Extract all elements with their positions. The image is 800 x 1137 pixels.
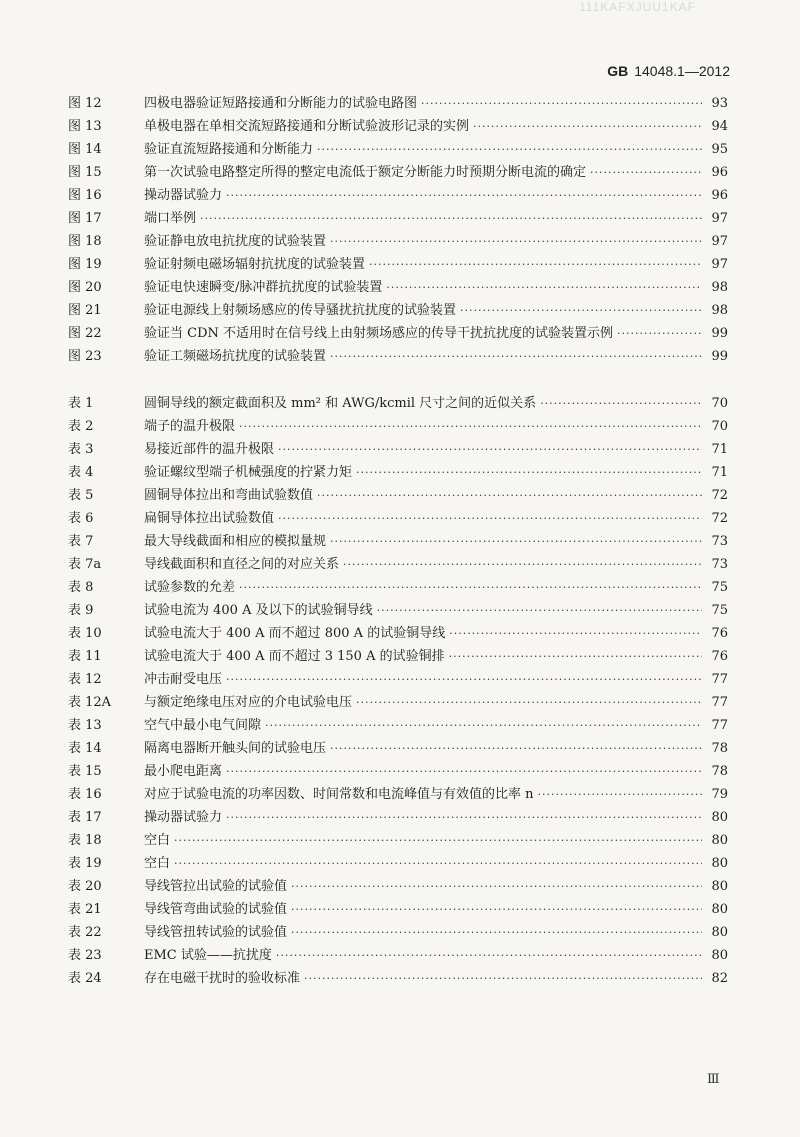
table-entry[interactable]: [68, 438, 728, 461]
entry-title: 扁铜导体拉出试验数值: [144, 511, 275, 526]
entry-page-number: 98: [711, 303, 728, 318]
entry-number: 表 4: [68, 465, 94, 480]
dot-leader: [449, 622, 702, 645]
entry-title: 端子的温升极限: [144, 419, 236, 434]
entry-page-number: 80: [711, 879, 728, 894]
entry-page-number: 97: [711, 211, 728, 226]
entry-number: 表 14: [68, 741, 102, 756]
entry-number: 图 18: [68, 234, 102, 249]
entry-title: 验证电源线上射频场感应的传导骚扰抗扰度的试验装置: [144, 303, 457, 318]
entry-page-number: 96: [711, 165, 728, 180]
entry-page-number: 75: [711, 580, 728, 595]
entry-number: 图 17: [68, 211, 102, 226]
entry-number: 表 3: [68, 442, 94, 457]
dot-leader: [226, 668, 702, 691]
entry-title: 验证工频磁场抗扰度的试验装置: [144, 349, 327, 364]
entry-title: 导线管弯曲试验的试验值: [144, 902, 288, 917]
entry-title: 空气中最小电气间隙: [144, 718, 262, 733]
dot-leader: [421, 92, 702, 115]
standard-header: [607, 63, 730, 79]
entry-title: EMC 试验——抗扰度: [144, 948, 272, 963]
figure-entry[interactable]: [68, 92, 728, 115]
entry-title: 导线管扭转试验的试验值: [144, 925, 288, 940]
entry-title: 隔离电器断开触头间的试验电压: [144, 741, 327, 756]
entry-number: 表 16: [68, 787, 102, 802]
figure-entry[interactable]: [68, 161, 728, 184]
dot-leader: [330, 345, 702, 368]
entry-title: 四极电器验证短路接通和分断能力的试验电路图: [144, 96, 418, 111]
entry-number: 表 15: [68, 764, 102, 779]
entry-page-number: 77: [711, 695, 728, 710]
figure-entry[interactable]: [68, 207, 728, 230]
entry-page-number: 99: [711, 326, 728, 341]
entry-page-number: 71: [711, 442, 728, 457]
entry-number: 表 6: [68, 511, 94, 526]
entry-number: 图 14: [68, 142, 102, 157]
entry-page-number: 99: [711, 349, 728, 364]
entry-title: 存在电磁干扰时的验收标准: [144, 971, 301, 986]
entry-number: 图 23: [68, 349, 102, 364]
entry-number: 表 19: [68, 856, 102, 871]
entry-page-number: 93: [711, 96, 728, 111]
entry-title: 操动器试验力: [144, 188, 223, 203]
table-entry[interactable]: [68, 530, 728, 553]
entry-title: 验证静电放电抗扰度的试验装置: [144, 234, 327, 249]
dot-leader: [317, 484, 702, 507]
entry-number: 表 7: [68, 534, 94, 549]
figure-entry[interactable]: [68, 345, 728, 368]
entry-number: 表 12: [68, 672, 102, 687]
table-entry[interactable]: [68, 852, 728, 875]
entry-title: 第一次试验电路整定所得的整定电流低于额定分断能力时预期分断电流的确定: [144, 165, 587, 180]
entry-number: 表 22: [68, 925, 102, 940]
entry-number: 表 17: [68, 810, 102, 825]
dot-leader: [540, 392, 702, 415]
table-entry[interactable]: [68, 553, 728, 576]
entry-page-number: 96: [711, 188, 728, 203]
figure-entry[interactable]: [68, 253, 728, 276]
entry-number: 表 5: [68, 488, 94, 503]
page-number: Ⅲ: [707, 1072, 720, 1087]
entry-page-number: 77: [711, 672, 728, 687]
dot-leader: [239, 576, 702, 599]
table-entry[interactable]: [68, 714, 728, 737]
table-entry[interactable]: [68, 875, 728, 898]
table-list: [68, 392, 728, 990]
table-entry[interactable]: [68, 668, 728, 691]
entry-page-number: 80: [711, 810, 728, 825]
entry-page-number: 97: [711, 234, 728, 249]
entry-title: 圆铜导体拉出和弯曲试验数值: [144, 488, 314, 503]
entry-number: 表 7a: [68, 557, 102, 572]
entry-title: 验证螺纹型端子机械强度的拧紧力矩: [144, 465, 353, 480]
dot-leader: [330, 230, 702, 253]
dot-leader: [278, 507, 702, 530]
entry-title: 单极电器在单相交流短路接通和分断试验波形记录的实例: [144, 119, 470, 134]
entry-number: 图 22: [68, 326, 102, 341]
entry-page-number: 80: [711, 902, 728, 917]
entry-title: 易接近部件的温升极限: [144, 442, 275, 457]
entry-title: 操动器试验力: [144, 810, 223, 825]
entry-number: 表 13: [68, 718, 102, 733]
entry-number: 图 21: [68, 303, 102, 318]
entry-page-number: 72: [711, 488, 728, 503]
entry-title: 试验电流为 400 A 及以下的试验铜导线: [144, 603, 373, 618]
entry-page-number: 75: [711, 603, 728, 618]
figure-entry[interactable]: [68, 138, 728, 161]
table-entry[interactable]: [68, 392, 728, 415]
standard-code: GB: [607, 63, 629, 79]
table-entry[interactable]: [68, 783, 728, 806]
table-entry[interactable]: [68, 576, 728, 599]
dot-leader: [343, 553, 702, 576]
dot-leader: [304, 967, 702, 990]
figure-entry[interactable]: [68, 115, 728, 138]
entry-number: 表 12A: [68, 695, 112, 710]
dot-leader: [538, 783, 702, 806]
dot-leader: [291, 921, 702, 944]
dot-leader: [356, 691, 702, 714]
dot-leader: [291, 898, 702, 921]
entry-page-number: 73: [711, 534, 728, 549]
entry-title: 试验电流大于 400 A 而不超过 800 A 的试验铜导线: [144, 626, 446, 641]
entry-page-number: 94: [711, 119, 728, 134]
table-entry[interactable]: [68, 599, 728, 622]
entry-title: 圆铜导线的额定截面积及 mm² 和 AWG/kcmil 尺寸之间的近似关系: [144, 396, 537, 411]
entry-number: 表 1: [68, 396, 94, 411]
dot-leader: [356, 461, 702, 484]
entry-number: 图 12: [68, 96, 102, 111]
table-entry[interactable]: [68, 645, 728, 668]
entry-number: 表 8: [68, 580, 94, 595]
entry-number: 表 11: [68, 649, 102, 664]
entry-number: 表 18: [68, 833, 102, 848]
entry-page-number: 97: [711, 257, 728, 272]
entry-title: 试验参数的允差: [144, 580, 236, 595]
figure-entry[interactable]: [68, 322, 728, 345]
watermark-text: 111KAFXJUU1KAF: [579, 0, 696, 14]
table-entry[interactable]: [68, 921, 728, 944]
standard-number: 14048.1—2012: [634, 63, 730, 79]
dot-leader: [226, 184, 702, 207]
entry-number: 表 2: [68, 419, 94, 434]
entry-number: 表 9: [68, 603, 94, 618]
entry-page-number: 78: [711, 764, 728, 779]
entry-page-number: 95: [711, 142, 728, 157]
dot-leader: [369, 253, 702, 276]
entry-page-number: 80: [711, 833, 728, 848]
entry-page-number: 80: [711, 925, 728, 940]
table-entry[interactable]: [68, 691, 728, 714]
table-entry[interactable]: [68, 806, 728, 829]
figure-list: [68, 92, 728, 368]
entry-number: 表 23: [68, 948, 102, 963]
entry-page-number: 77: [711, 718, 728, 733]
entry-title: 空白: [144, 856, 171, 871]
dot-leader: [226, 806, 702, 829]
dot-leader: [278, 438, 702, 461]
entry-number: 图 20: [68, 280, 102, 295]
entry-title: 空白: [144, 833, 171, 848]
entry-page-number: 71: [711, 465, 728, 480]
entry-page-number: 78: [711, 741, 728, 756]
entry-title: 冲击耐受电压: [144, 672, 223, 687]
table-entry[interactable]: [68, 967, 728, 990]
entry-number: 表 10: [68, 626, 102, 641]
table-entry[interactable]: [68, 622, 728, 645]
entry-number: 图 13: [68, 119, 102, 134]
entry-number: 表 24: [68, 971, 102, 986]
dot-leader: [226, 760, 702, 783]
dot-leader: [291, 875, 702, 898]
entry-title: 验证当 CDN 不适用时在信号线上由射频场感应的传导干扰抗扰度的试验装置示例: [144, 326, 614, 341]
dot-leader: [317, 138, 702, 161]
dot-leader: [276, 944, 702, 967]
entry-number: 图 15: [68, 165, 102, 180]
entry-page-number: 76: [711, 649, 728, 664]
dot-leader: [473, 115, 702, 138]
table-entry[interactable]: [68, 484, 728, 507]
figure-entry[interactable]: [68, 299, 728, 322]
table-entry[interactable]: [68, 898, 728, 921]
entry-title: 最小爬电距离: [144, 764, 223, 779]
entry-page-number: 80: [711, 948, 728, 963]
dot-leader: [590, 161, 702, 184]
entry-title: 试验电流大于 400 A 而不超过 3 150 A 的试验铜排: [144, 649, 445, 664]
entry-number: 表 21: [68, 902, 102, 917]
entry-title: 与额定绝缘电压对应的介电试验电压: [144, 695, 353, 710]
entry-title: 验证直流短路接通和分断能力: [144, 142, 314, 157]
table-entry[interactable]: [68, 507, 728, 530]
entry-page-number: 79: [711, 787, 728, 802]
entry-number: 图 16: [68, 188, 102, 203]
dot-leader: [386, 276, 702, 299]
table-entry[interactable]: [68, 760, 728, 783]
entry-title: 导线管拉出试验的试验值: [144, 879, 288, 894]
dot-leader: [617, 322, 702, 345]
table-entry[interactable]: [68, 461, 728, 484]
dot-leader: [239, 415, 702, 438]
entry-page-number: 98: [711, 280, 728, 295]
entry-number: 表 20: [68, 879, 102, 894]
dot-leader: [330, 737, 702, 760]
dot-leader: [377, 599, 702, 622]
entry-title: 导线截面积和直径之间的对应关系: [144, 557, 340, 572]
entry-page-number: 70: [711, 396, 728, 411]
table-entry[interactable]: [68, 415, 728, 438]
dot-leader: [265, 714, 702, 737]
entry-title: 最大导线截面和相应的模拟量规: [144, 534, 327, 549]
figure-entry[interactable]: [68, 184, 728, 207]
entry-page-number: 80: [711, 856, 728, 871]
entry-title: 验证射频电磁场辐射抗扰度的试验装置: [144, 257, 366, 272]
entry-page-number: 76: [711, 626, 728, 641]
table-entry[interactable]: [68, 829, 728, 852]
entry-number: 图 19: [68, 257, 102, 272]
entry-page-number: 70: [711, 419, 728, 434]
entry-page-number: 73: [711, 557, 728, 572]
dot-leader: [174, 829, 702, 852]
dot-leader: [200, 207, 702, 230]
entry-title: 验证电快速瞬变/脉冲群抗扰度的试验装置: [144, 280, 383, 295]
entry-page-number: 72: [711, 511, 728, 526]
figure-entry[interactable]: [68, 276, 728, 299]
entry-title: 对应于试验电流的功率因数、时间常数和电流峰值与有效值的比率 n: [144, 787, 534, 802]
dot-leader: [460, 299, 702, 322]
entry-page-number: 82: [711, 971, 728, 986]
table-entry[interactable]: [68, 737, 728, 760]
dot-leader: [330, 530, 702, 553]
dot-leader: [174, 852, 702, 875]
table-entry[interactable]: [68, 944, 728, 967]
entry-title: 端口举例: [144, 211, 197, 226]
figure-entry[interactable]: [68, 230, 728, 253]
dot-leader: [449, 645, 702, 668]
